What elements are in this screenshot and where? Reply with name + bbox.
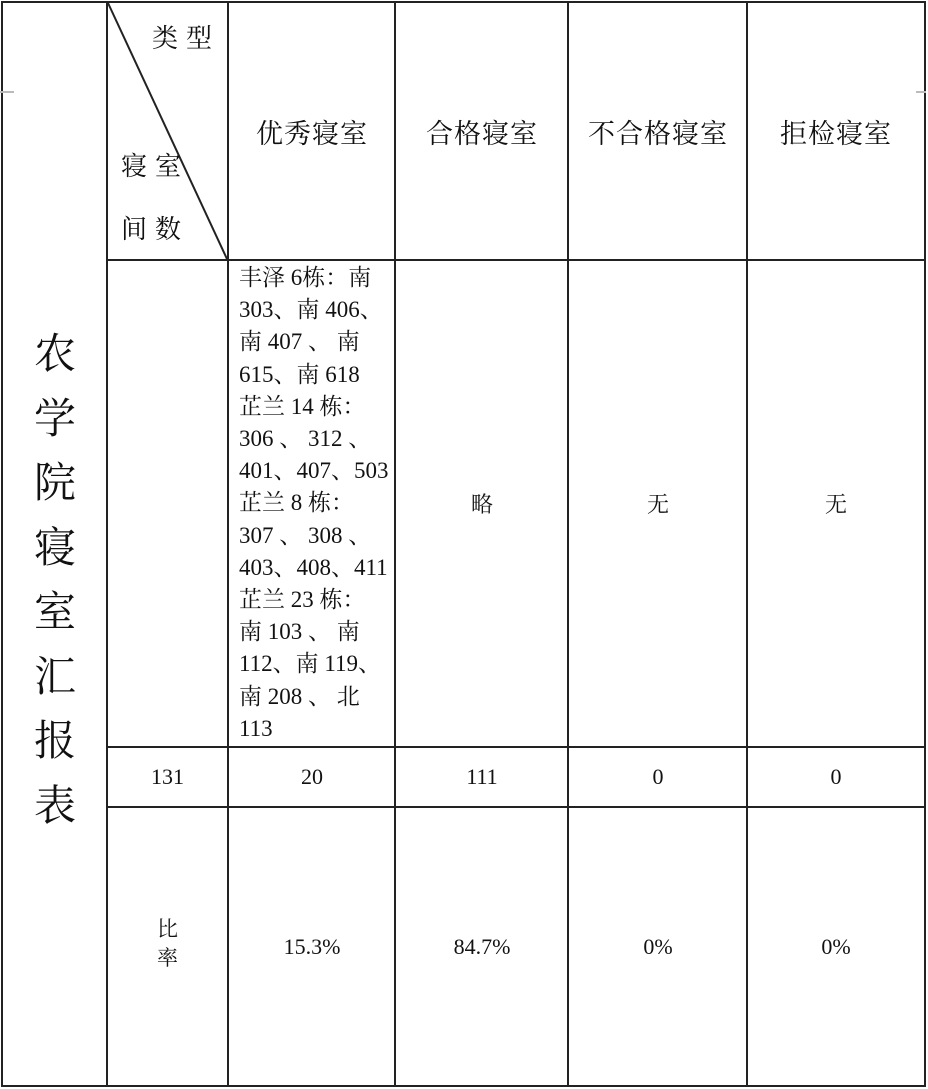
header-qualified: 合格寝室 bbox=[426, 118, 538, 150]
refused-count: 0 bbox=[830, 764, 842, 789]
title-char: 院 bbox=[33, 458, 76, 507]
unqualified-ratio: 0% bbox=[643, 933, 673, 959]
room-list-line: 南 208 、 北 bbox=[239, 683, 360, 709]
table-border-bottom bbox=[2, 1085, 926, 1087]
title-char: 农 bbox=[33, 329, 76, 378]
ratio-label-char: 比 bbox=[157, 917, 178, 941]
header-refused: 拒检寝室 bbox=[780, 118, 892, 150]
unqualified-count: 0 bbox=[652, 764, 664, 789]
refused-ratio: 0% bbox=[821, 933, 851, 959]
title-char: 寝 bbox=[33, 522, 76, 572]
refused-detail: 无 bbox=[824, 493, 847, 518]
room-list-line: 芷兰 14 栋： bbox=[239, 393, 366, 419]
header-type-label: 类型 bbox=[152, 24, 221, 54]
unqualified-detail: 无 bbox=[646, 493, 669, 518]
total-count: 131 bbox=[151, 764, 184, 789]
room-list-line: 113 bbox=[239, 715, 273, 741]
room-list-line: 芷兰 23 栋： bbox=[239, 587, 366, 613]
ratio-label bbox=[107, 915, 228, 973]
title-char: 汇 bbox=[33, 651, 76, 701]
excellent-ratio: 15.3% bbox=[283, 933, 341, 959]
qualified-ratio: 84.7% bbox=[453, 933, 511, 959]
room-list-line: 401、407、503 bbox=[239, 458, 389, 484]
report-title-vertical bbox=[20, 322, 90, 838]
room-list-line: 307 、 308 、 bbox=[239, 522, 372, 548]
header-unqualified: 不合格寝室 bbox=[588, 118, 728, 150]
excellent-room-list bbox=[239, 262, 389, 745]
room-list-line: 303、南 406、 bbox=[239, 297, 383, 323]
header-room-label: 寝室 bbox=[121, 152, 190, 182]
title-char: 报 bbox=[33, 716, 76, 765]
qualified-count: 111 bbox=[466, 764, 498, 789]
title-char: 学 bbox=[33, 393, 76, 443]
room-list-line: 丰泽 6栋：南 bbox=[239, 265, 372, 290]
room-list-line: 112、南 119、 bbox=[239, 651, 382, 677]
room-list-line: 芷兰 8 栋： bbox=[239, 490, 354, 516]
title-char: 表 bbox=[33, 780, 76, 830]
room-list-line: 615、南 618 bbox=[239, 361, 360, 387]
ratio-label-char: 率 bbox=[157, 946, 178, 970]
header-count-label: 间数 bbox=[121, 215, 190, 245]
header-excellent: 优秀寝室 bbox=[256, 118, 368, 150]
excellent-count: 20 bbox=[301, 764, 323, 789]
stray-mark-left bbox=[0, 91, 14, 93]
room-list-line: 306 、 312 、 bbox=[239, 426, 372, 452]
room-list-line: 南 103 、 南 bbox=[239, 619, 360, 645]
table-border-left bbox=[1, 1, 3, 1087]
room-list-line: 403、408、411 bbox=[239, 554, 388, 580]
table-border-right bbox=[924, 1, 926, 1087]
qualified-detail: 略 bbox=[470, 493, 493, 518]
title-char: 室 bbox=[33, 587, 76, 636]
room-list-line: 南 407 、 南 bbox=[239, 329, 360, 355]
